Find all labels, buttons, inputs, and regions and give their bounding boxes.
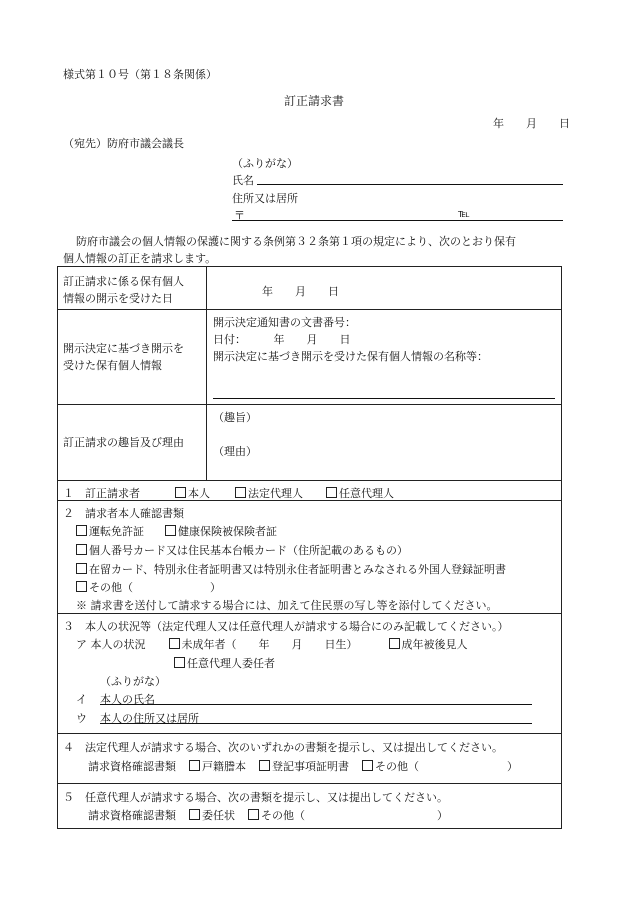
status-label: ア 本人の状況: [76, 638, 146, 651]
checkbox-icon: [189, 760, 200, 771]
postal-mark: 〒: [234, 209, 245, 222]
requester-name-field[interactable]: [257, 184, 563, 185]
checkbox-mynumber-card[interactable]: 個人番号カード又は住民基本台帳カード（住所記載のあるもの）: [76, 542, 408, 558]
row-separator: [57, 480, 562, 481]
section3-title: ３ 本人の状況等（法定代理人又は任意代理人が請求する場合にのみ記載してください。）: [63, 620, 509, 633]
row1-disclosure-date[interactable]: 年 月 日: [262, 285, 339, 298]
checkbox-other-legal-doc[interactable]: その他（ ）: [362, 760, 518, 773]
principal-address-label: 本人の住所又は居所: [100, 712, 199, 725]
checkbox-adult-ward[interactable]: 成年被後見人: [389, 638, 468, 651]
principal-name-label: 本人の氏名: [100, 693, 155, 706]
checkbox-delegator[interactable]: 任意代理人委任者: [174, 655, 275, 671]
checkbox-icon: [389, 638, 400, 649]
principal-address-marker: ウ: [76, 712, 87, 725]
row-separator: [57, 783, 562, 784]
checkbox-legal-agent[interactable]: 法定代理人: [235, 487, 303, 500]
section4-docs-row: [88, 758, 518, 774]
form-number: 様式第１０号（第１８条関係）: [63, 68, 217, 81]
row1-label-line1: 訂正請求に係る保有個人: [63, 275, 184, 288]
checkbox-health-insurance[interactable]: 健康保険被保険者証: [165, 525, 277, 538]
principal-address-field[interactable]: [100, 723, 532, 724]
section1-title: １ 訂正請求者: [63, 487, 140, 500]
checkbox-registry-certificate[interactable]: 登記事項証明書: [259, 760, 349, 773]
checkbox-icon: [175, 487, 186, 498]
checkbox-icon: [76, 581, 87, 592]
row-separator: [57, 613, 562, 614]
checkbox-other-voluntary-doc[interactable]: その他（ ）: [248, 809, 448, 822]
section2-note: ※ 請求書を送付して請求する場合には、加えて住民票の写し等を添付してください。: [76, 599, 498, 612]
row2-doc-number[interactable]: 開示決定通知書の文書番号：: [213, 316, 356, 329]
principal-name-marker: イ: [76, 693, 87, 706]
section5-docs-label: 請求資格確認書類: [88, 809, 176, 822]
row-separator: [57, 733, 562, 734]
section3-status-row: [76, 636, 468, 652]
row2-label-line1: 開示決定に基づき開示を: [63, 342, 184, 355]
page-title: 訂正請求書: [284, 94, 345, 108]
checkbox-icon: [235, 487, 246, 498]
checkbox-icon: [362, 760, 373, 771]
date-line: 年 月 日: [493, 117, 570, 130]
row-separator: [57, 309, 562, 310]
table-column-divider: [206, 266, 207, 480]
checkbox-icon: [76, 563, 87, 574]
checkbox-minor[interactable]: 未成年者（ 年 月 日生）: [169, 638, 358, 651]
checkbox-self[interactable]: 本人: [175, 487, 210, 500]
section2-row1: [76, 523, 277, 539]
checkbox-other-id[interactable]: その他（ ）: [76, 579, 221, 595]
checkbox-icon: [76, 544, 87, 555]
checkbox-family-register[interactable]: 戸籍謄本: [189, 760, 246, 773]
section4-docs-label: 請求資格確認書類: [88, 760, 176, 773]
checkbox-icon: [189, 809, 200, 820]
row2-date[interactable]: 日付： 年 月 日: [213, 333, 351, 346]
row3-label: 訂正請求の趣旨及び理由: [63, 436, 184, 449]
section4-title: ４ 法定代理人が請求する場合、次のいずれかの書類を提示し、又は提出してください。: [63, 741, 503, 754]
checkbox-icon: [165, 525, 176, 536]
principal-name-field[interactable]: [100, 704, 532, 705]
row2-info-name-field[interactable]: [213, 398, 555, 399]
requester-furigana: （ふりがな）: [232, 157, 298, 170]
row1-label-line2: 情報の開示を受けた日: [63, 292, 173, 305]
section1: [63, 485, 394, 501]
addressee: （宛先）防府市議会議長: [63, 137, 184, 150]
intro-line1: 防府市議会の個人情報の保護に関する条例第３２条第１項の規定により、次のとおり保有: [76, 235, 516, 248]
intro-line2: 個人情報の訂正を請求します。: [63, 252, 217, 265]
section5-title: ５ 任意代理人が請求する場合、次の書類を提示し、又は提出してください。: [63, 791, 448, 804]
reason-label: （理由）: [213, 445, 257, 458]
checkbox-icon: [169, 638, 180, 649]
checkbox-residence-card[interactable]: 在留カード、特別永住者証明書又は特別永住者証明書とみなされる外国人登録証明書: [76, 561, 506, 577]
checkbox-voluntary-agent[interactable]: 任意代理人: [326, 487, 394, 500]
checkbox-icon: [248, 809, 259, 820]
row2-info-name-label: 開示決定に基づき開示を受けた保有個人情報の名称等：: [213, 350, 488, 363]
checkbox-icon: [174, 657, 185, 668]
requester-address-field[interactable]: [232, 220, 563, 221]
checkbox-icon: [326, 487, 337, 498]
purpose-label: （趣旨）: [213, 411, 257, 424]
principal-furigana: （ふりがな）: [100, 675, 166, 688]
checkbox-power-of-attorney[interactable]: 委任状: [189, 809, 235, 822]
row-separator: [57, 404, 562, 405]
requester-address-label: 住所又は居所: [232, 192, 298, 205]
tel-mark: ℡: [458, 207, 470, 220]
section2-title: ２ 請求者本人確認書類: [63, 507, 184, 520]
checkbox-drivers-license[interactable]: 運転免許証: [76, 525, 144, 538]
row2-label-line2: 受けた保有個人情報: [63, 359, 162, 372]
checkbox-icon: [76, 525, 87, 536]
requester-name-label: 氏名: [232, 174, 254, 187]
checkbox-icon: [259, 760, 270, 771]
section5-docs-row: [88, 807, 448, 823]
